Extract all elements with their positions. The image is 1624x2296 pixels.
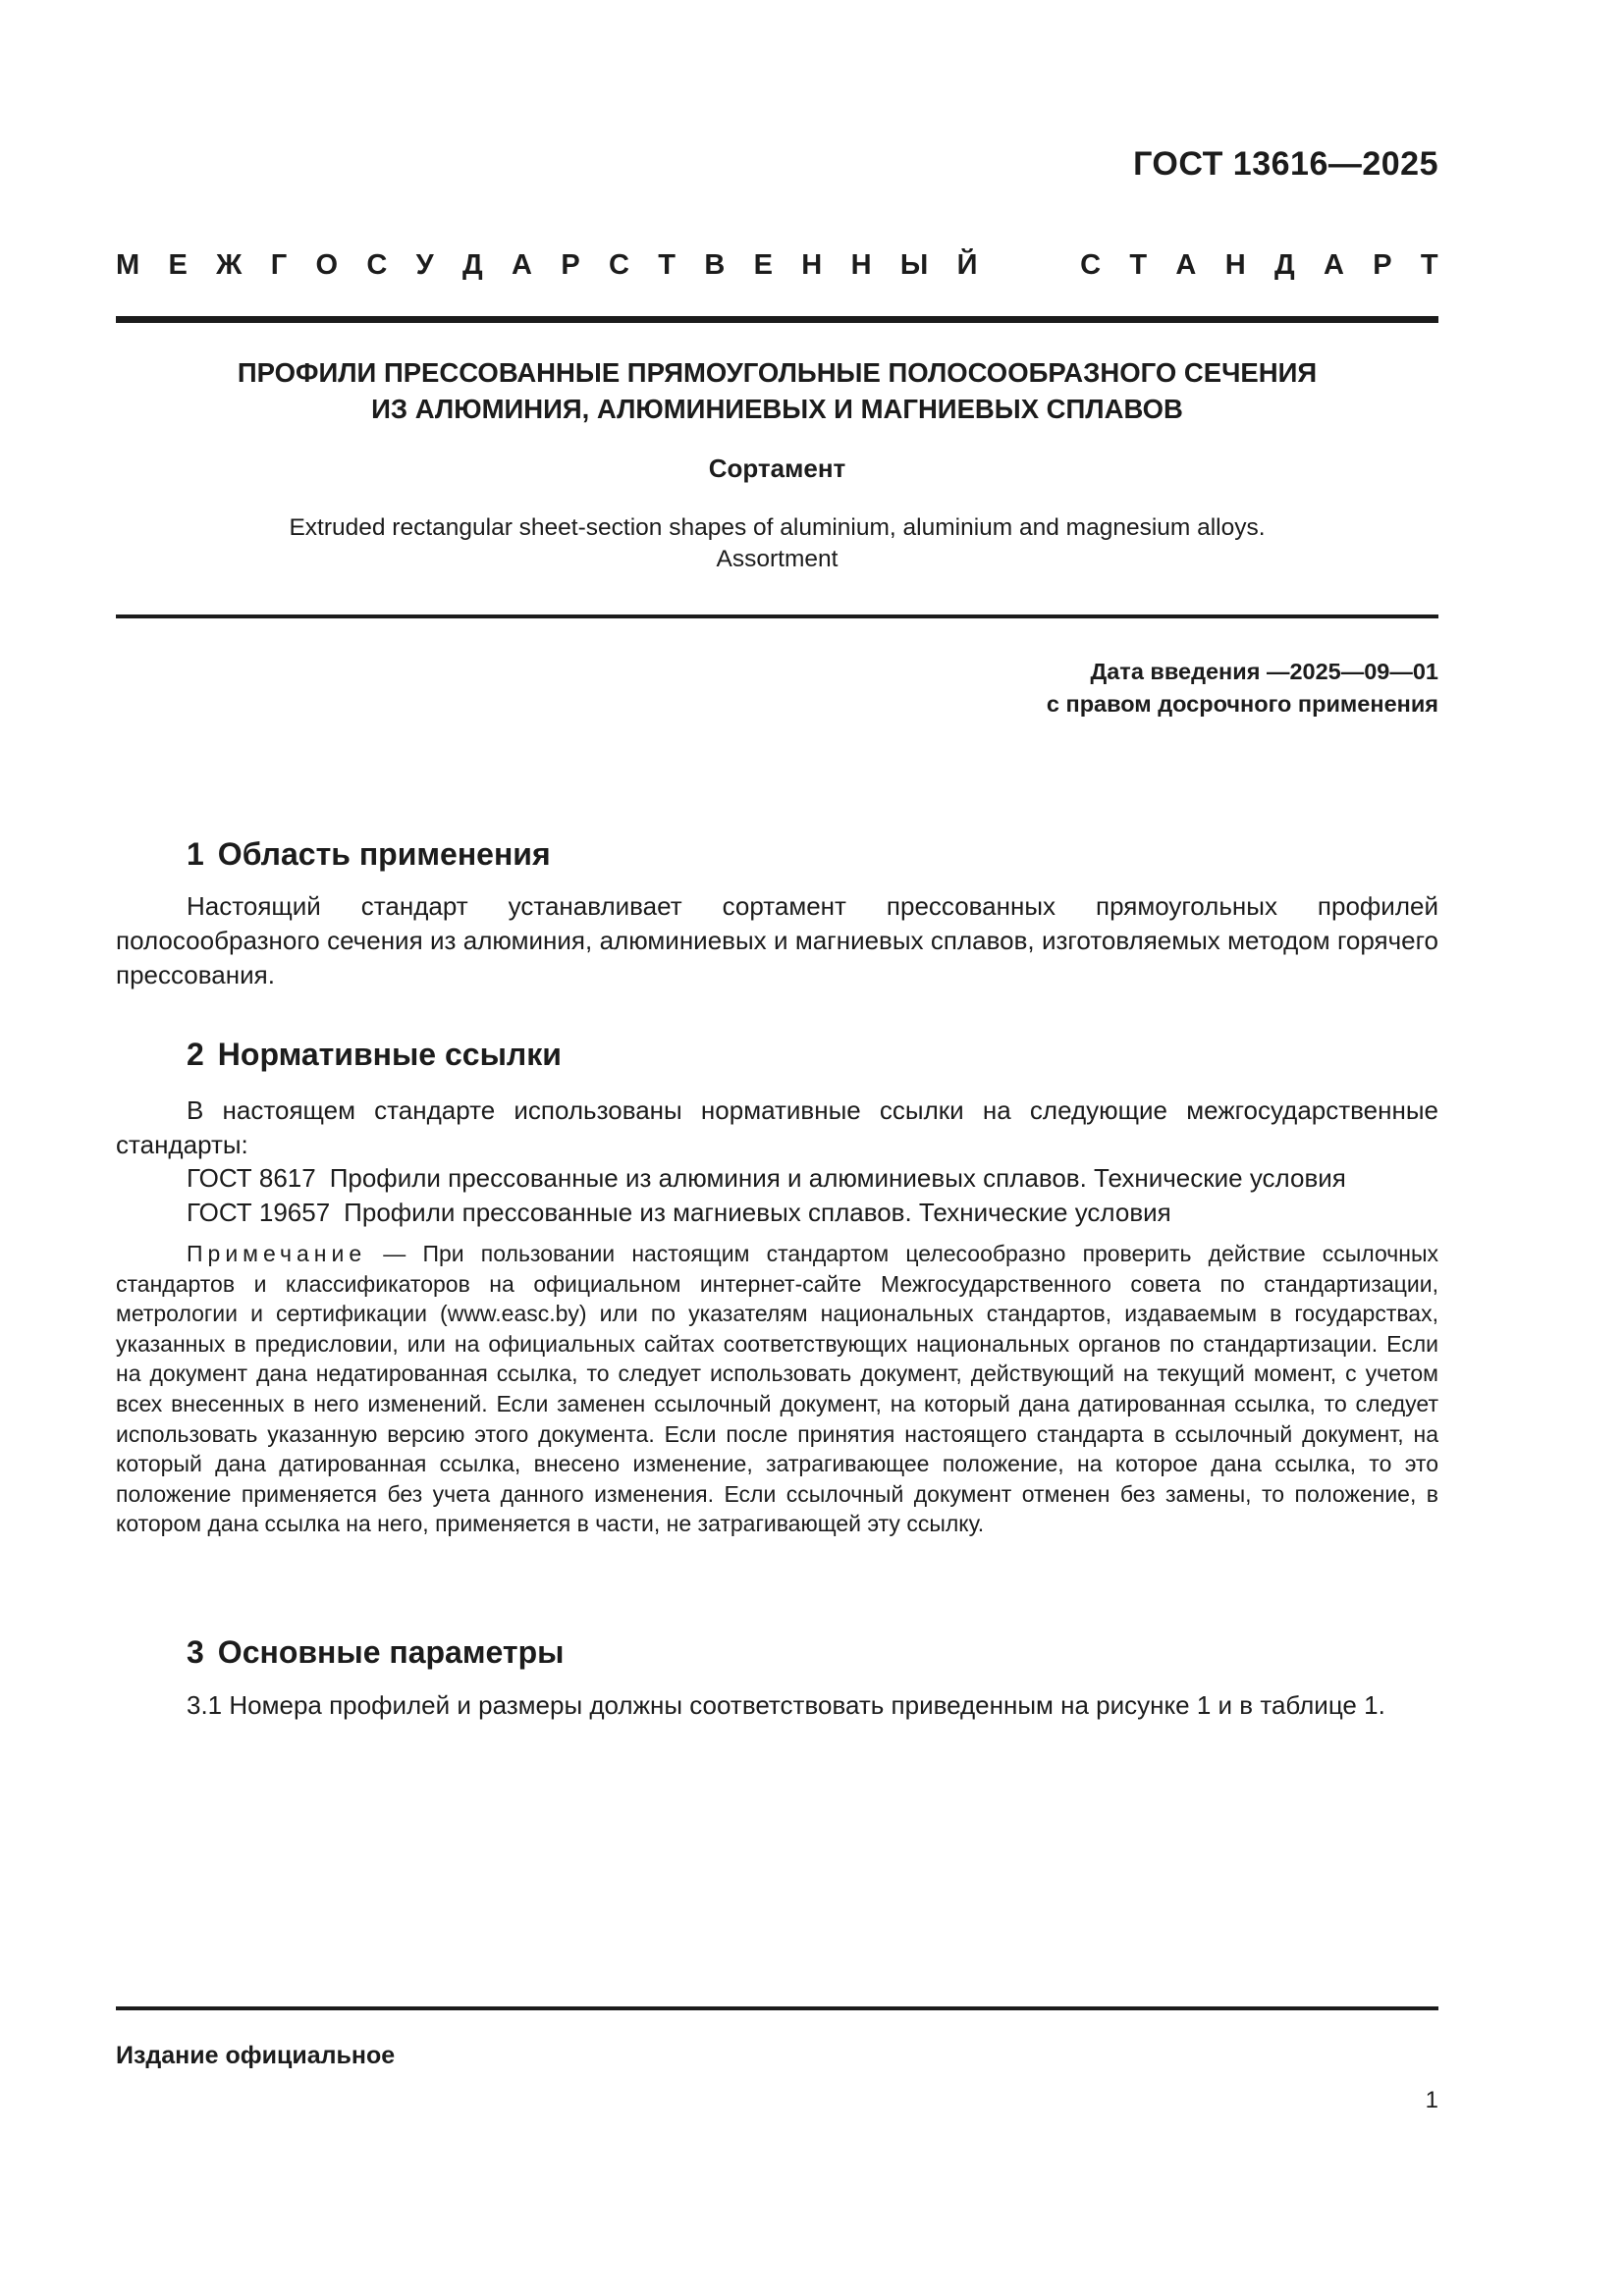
banner-letter: В — [704, 249, 726, 281]
introduction-date-block — [1047, 656, 1438, 721]
section-title: Нормативные ссылки — [217, 1037, 562, 1072]
english-title — [116, 512, 1438, 575]
section-title: Основные параметры — [217, 1634, 565, 1670]
reference-item — [187, 1161, 1346, 1196]
title-line: ПРОФИЛИ ПРЕССОВАННЫЕ ПРЯМОУГОЛЬНЫЕ ПОЛОСООБРАЗНОГО СЕЧЕНИЯ — [237, 357, 1318, 388]
section-paragraph: Настоящий стандарт устанавливает сортамент прессованных прямоугольных профилей полосообразного сечения из алюминия, алюминиевых и магниевых сплавов, изготовляемых методом горячего прессования. — [116, 891, 1438, 989]
banner-letter: У — [415, 249, 434, 281]
edition-label: Издание официальное — [116, 2042, 396, 2069]
note-label: Примечание — [187, 1241, 367, 1266]
section-number: 3 — [187, 1634, 204, 1670]
standard-type-banner — [116, 249, 1438, 282]
early-use-note: с правом досрочного применения — [1046, 691, 1438, 717]
banner-letter: А — [512, 249, 532, 281]
banner-letter: Й — [956, 249, 978, 281]
header-rule — [116, 316, 1438, 323]
english-title-line: Assortment — [716, 546, 839, 572]
banner-letter: Т — [658, 249, 676, 281]
document-title — [116, 354, 1438, 427]
banner-letter: С — [1080, 249, 1102, 281]
reference-code: ГОСТ 19657 — [187, 1198, 331, 1227]
banner-letter: О — [315, 249, 339, 281]
banner-letter: Ж — [216, 249, 243, 281]
banner-letter: А — [1175, 249, 1197, 281]
footer-rule — [116, 2006, 1438, 2010]
section-number: 1 — [187, 836, 204, 872]
reference-title: Профили прессованные из алюминия и алюминиевых сплавов. Технические условия — [329, 1163, 1346, 1193]
section-paragraph: В настоящем стандарте использованы нормативные ссылки на следующие межгосударственные стандарты: — [116, 1095, 1438, 1159]
section-heading-scope — [187, 836, 551, 873]
reference-code: ГОСТ 8617 — [187, 1163, 316, 1193]
banner-letter: Н — [1224, 249, 1246, 281]
introduction-date: Дата введения —2025—09—01 — [1090, 659, 1438, 684]
banner-letter: Р — [561, 249, 580, 281]
banner-letter: С — [609, 249, 629, 281]
section-number: 2 — [187, 1037, 204, 1072]
title-line: ИЗ АЛЮМИНИЯ, АЛЮМИНИЕВЫХ И МАГНИЕВЫХ СПЛАВОВ — [371, 394, 1183, 424]
section-heading-references — [187, 1037, 562, 1073]
banner-letter: Р — [1373, 249, 1392, 281]
banner-letter: Д — [1273, 249, 1295, 281]
banner-letter: Е — [168, 249, 188, 281]
section-title: Область применения — [217, 836, 551, 872]
banner-letter: С — [366, 249, 388, 281]
banner-letter: Н — [850, 249, 872, 281]
banner-letter: Е — [753, 249, 773, 281]
banner-letter: Н — [801, 249, 823, 281]
banner-letter: А — [1323, 249, 1344, 281]
banner-letter: Т — [1420, 249, 1438, 281]
standard-designation: ГОСТ 13616—2025 — [1133, 145, 1438, 183]
document-subtitle: Сортамент — [708, 454, 846, 483]
page-number: 1 — [1425, 2087, 1438, 2113]
banner-letter: Т — [1129, 249, 1148, 281]
banner-letter: М — [116, 249, 140, 281]
note-text: — При пользовании настоящим стандартом целесообразно проверить действие ссылочных стандартов и классификаторов на официальном интернет-сайте Межгосударственного совета по стандартизации, метрологии и сертификации (www.easc.by) или по указателям национальных стандартов, издаваемым в государствах, указанных в предисловии, или на официальных сайтах соответствующих национальных органов по стандартизации. Если на документ дана недатированная ссылка, то следует использовать документ, действующий на текущий момент, с учетом всех внесенных в него изменений. Если заменен ссылочный документ, на который дана датированная ссылка, то следует использовать указанную версию этого документа. Если после принятия настоящего стандарта в ссылочный документ, на который дана датированная ссылка, внесено изменение, затрагивающее положение, на которое дана ссылка, то это положение применяется без учета данного изменения. Если ссылочный документ отменен без замены, то положение, в котором дана ссылка на него, применяется в части, не затрагивающей эту ссылку. — [116, 1241, 1438, 1537]
references-note — [116, 1239, 1438, 1539]
section-heading-parameters — [187, 1634, 564, 1671]
reference-item — [187, 1196, 1171, 1230]
english-title-line: Extruded rectangular sheet-section shapes of aluminium, aluminium and magnesium alloys. — [289, 514, 1266, 541]
banner-letter: Д — [462, 249, 483, 281]
section-paragraph: 3.1 Номера профилей и размеры должны соответствовать приведенным на рисунке 1 и в таблице 1. — [187, 1690, 1385, 1720]
banner-letter: Г — [270, 249, 288, 281]
banner-letter: Ы — [899, 249, 929, 281]
banner-word-gap — [1006, 249, 1052, 282]
reference-title: Профили прессованные из магниевых сплавов. Технические условия — [344, 1198, 1171, 1227]
title-rule — [116, 614, 1438, 618]
